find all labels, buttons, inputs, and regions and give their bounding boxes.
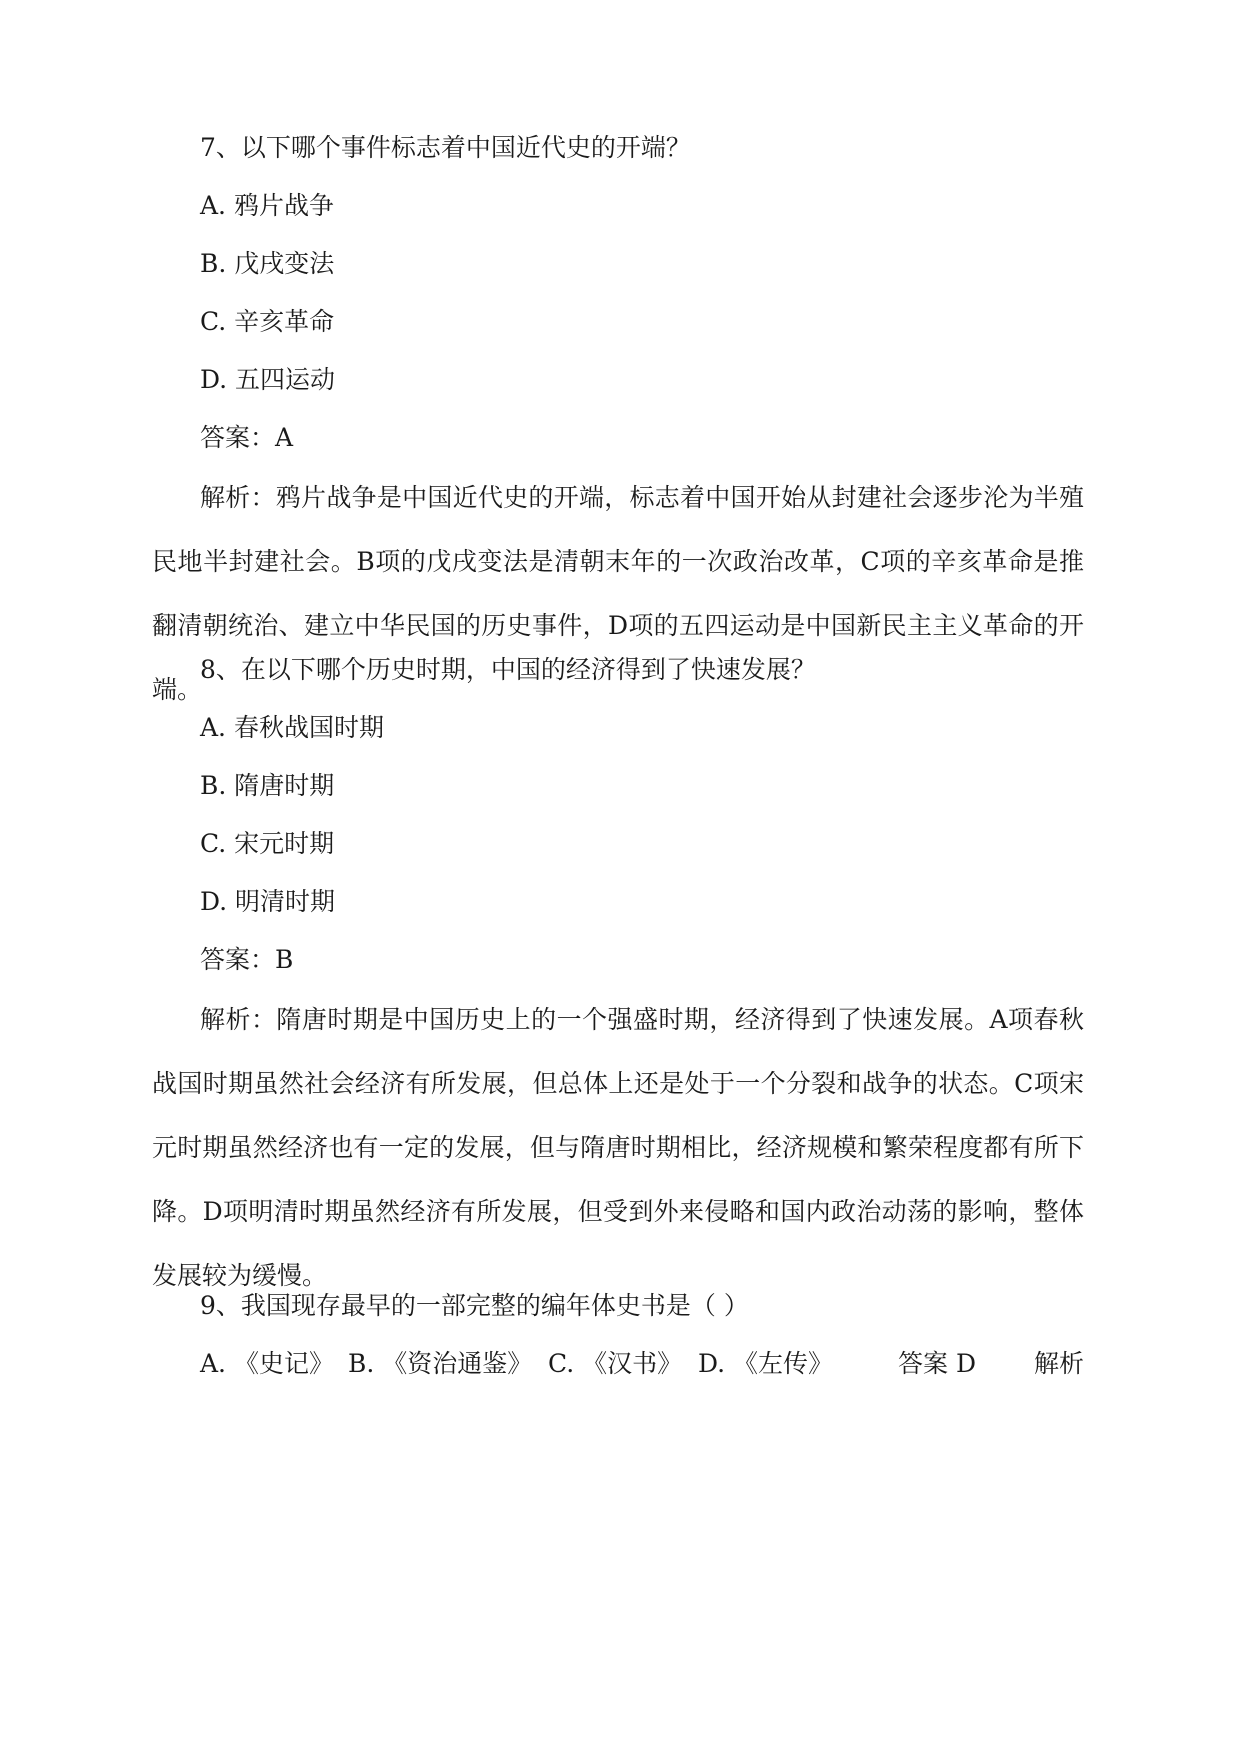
q9-options-row	[0, 1348, 1241, 1380]
q7-option-c: C. 辛亥革命	[200, 307, 335, 336]
q8-option-a: A. 春秋战国时期	[200, 713, 384, 742]
q7-option-d: D. 五四运动	[200, 365, 336, 394]
q8-option-b: B. 隋唐时期	[200, 771, 335, 800]
question-9: 9、我国现存最早的一部完整的编年体史书是（ ）	[200, 1291, 749, 1320]
question-8: 8、在以下哪个历史时期，中国的经济得到了快速发展？	[200, 655, 816, 684]
q7-answer: 答案：A	[200, 423, 294, 452]
question-7: 7、以下哪个事件标志着中国近代史的开端？	[200, 133, 691, 162]
q9-option-b: B. 《资治通鉴》	[348, 1349, 533, 1378]
q9-option-c: C. 《汉书》	[548, 1349, 683, 1378]
q7-option-a: A. 鸦片战争	[200, 191, 334, 220]
q9-analysis-cut: 解析	[1034, 1349, 1084, 1378]
q8-option-d: D. 明清时期	[200, 887, 336, 916]
q9-answer: 答案 D	[898, 1349, 976, 1378]
q8-answer: 答案：B	[200, 945, 294, 974]
q7-analysis: 解析：鸦片战争是中国近代史的开端，标志着中国开始从封建社会逐步沦为半殖民地半封建社会。B项的戊戌变法是清朝末年的一次政治改革，C项的辛亥革命是推翻清朝统治、建立中华民国的历史事件，D项的五四运动是中国新民主主义革命的开端。	[152, 483, 1084, 704]
q8-analysis: 解析：隋唐时期是中国历史上的一个强盛时期，经济得到了快速发展。A项春秋战国时期虽然社会经济有所发展，但总体上还是处于一个分裂和战争的状态。C项宋元时期虽然经济也有一定的发展，但与隋唐时期相比，经济规模和繁荣程度都有所下降。D项明清时期虽然经济有所发展，但受到外来侵略和国内政治动荡的影响，整体发展较为缓慢。	[152, 1005, 1084, 1290]
q8-option-c: C. 宋元时期	[200, 829, 335, 858]
q9-option-a: A. 《史记》	[200, 1349, 334, 1378]
q7-option-b: B. 戊戌变法	[200, 249, 335, 278]
q9-option-d: D. 《左传》	[698, 1349, 834, 1378]
